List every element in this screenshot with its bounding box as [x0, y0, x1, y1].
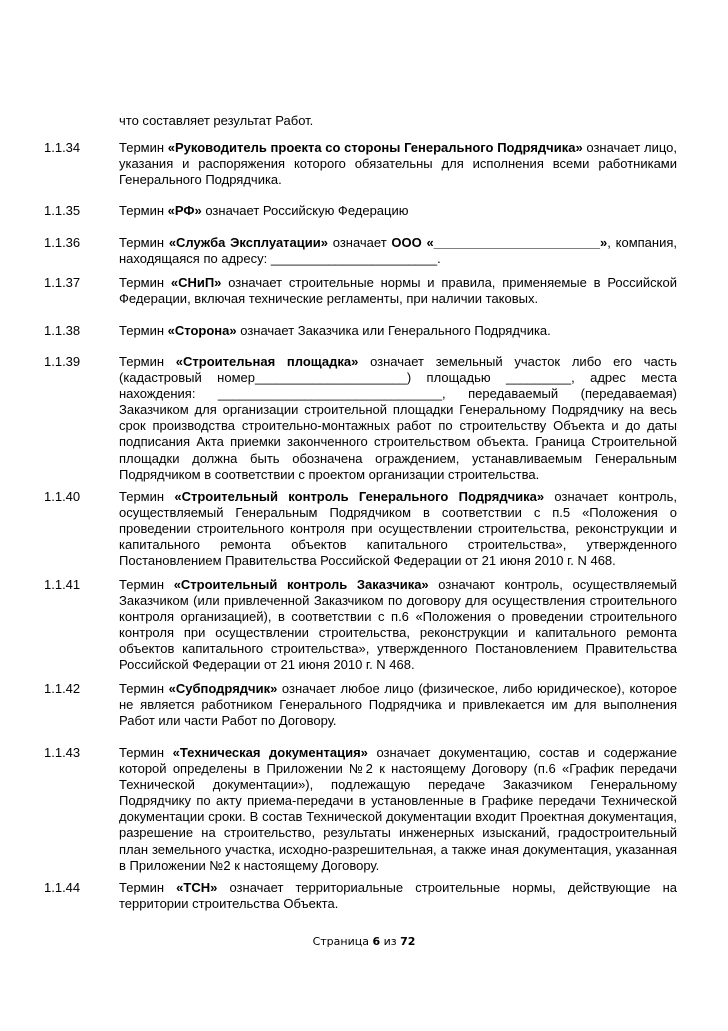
- clause-text-segment: Термин: [119, 489, 175, 504]
- clause-number: 1.1.40: [44, 489, 81, 504]
- defined-term: «Техническая документация»: [172, 745, 368, 760]
- defined-term: «Строительный контроль Генерального Подрядчика»: [174, 489, 545, 504]
- defined-term: «Строительный контроль Заказчика»: [173, 577, 429, 592]
- clause-text: [119, 354, 677, 483]
- clause-text-segment: Термин: [119, 323, 168, 338]
- clause-text-segment: Термин: [119, 354, 176, 369]
- defined-term: «Служба Эксплуатации»: [168, 235, 328, 250]
- clause-text-segment: означает Заказчика или Генерального Подрядчика.: [236, 323, 551, 338]
- footer-middle: из: [380, 935, 401, 948]
- clause-text-segment: означает: [327, 235, 392, 250]
- clause-text-segment: Термин: [119, 140, 168, 155]
- clause-number: 1.1.42: [44, 681, 81, 696]
- clause-number: 1.1.39: [44, 354, 81, 369]
- clause-text: [119, 140, 677, 188]
- defined-term: «СНиП»: [170, 275, 222, 290]
- defined-term: «Субподрядчик»: [168, 681, 278, 696]
- clause-text-segment: Термин: [119, 880, 177, 895]
- clause-text: [119, 880, 677, 912]
- clause-text-segment: означает территориальные строительные нормы, действующие на территории строительства Объекта.: [119, 880, 677, 912]
- clause-text-segment: означают контроль, осуществляемый Заказчиком (или привлеченной Заказчиком по договору для осуществления строительного контроля организацией), в соответствии с п.6 «Положения о проведении строительного контроля при осуществлении строительства, реконструкции и капитального ремонта объектов капитального строительства», утвержденного Постановлением Правительства Российской Федерации от 21 июня 2010 г. N 468.: [119, 577, 677, 673]
- defined-term: «Сторона»: [167, 323, 237, 338]
- footer-prefix: Страница: [312, 935, 373, 948]
- clause-text: [119, 203, 677, 219]
- clause-number: 1.1.41: [44, 577, 81, 592]
- footer-current-page: 6: [372, 935, 381, 948]
- clause-text-segment: означает документацию, состав и содержание которой определены в Приложении №2 к настоящему Договору (п.6 «График передачи Технической документации»), подлежащую передаче Заказчиком Генеральному Подрядчику по акту приема-передачи в установленные в Графике передачи Технической документации сроки. В состав Технической документации входит Проектная документация, разрешение на строительство, результаты инженерных изысканий, градостроительный план земельного участка, исходно-разрешительная, а также иная документация, указанная в Приложении №2 к настоящему Договору.: [119, 745, 677, 873]
- page-footer: [0, 935, 728, 948]
- clause-text: [119, 235, 677, 267]
- clause-number: 1.1.43: [44, 745, 81, 760]
- clause-text: [119, 745, 677, 874]
- clause-text: [119, 681, 677, 729]
- clause-text-segment: означает лицо, указания и распоряжения которого обязательны для исполнения всеми работниками Генерального Подрядчика.: [119, 140, 677, 188]
- defined-term: «РФ»: [167, 203, 202, 218]
- clause-text-segment: Термин: [119, 203, 168, 218]
- clause-text-segment: означает Российскую Федерацию: [201, 203, 409, 218]
- defined-term: «Строительная площадка»: [175, 354, 359, 369]
- clause-text-segment: Термин: [119, 681, 169, 696]
- intro-text: что составляет результат Работ.: [119, 113, 314, 128]
- clause-text: [119, 489, 677, 569]
- clause-text-segment: означает любое лицо (физическое, либо юридическое), которое не является работником Генерального Подрядчика и привлекается им для выполнения Работ или части Работ по Договору.: [119, 681, 677, 729]
- clause-number: 1.1.36: [44, 235, 81, 250]
- footer-total-pages: 72: [400, 935, 416, 948]
- clause-number: 1.1.34: [44, 140, 81, 155]
- clause-text-segment: означает земельный участок либо его часть (кадастровый номер_____________________) площадью _________, адрес места нахождения: _______________________________, передаваемый (передаваемая) Заказчиком для организации строительной площадки Генеральному Подрядчику на весь срок производства строительно-монтажных работ по строительству Объекта и до даты подписания Акта приемки законченного строительством объекта. Граница Строительной площадки должна быть обозначена ограждением, устанавливаемым Генеральным Подрядчиком в соответствии с проектом организации строительства.: [119, 354, 677, 482]
- clause-number: 1.1.44: [44, 880, 81, 895]
- clause-text-segment: означает контроль, осуществляемый Генеральным Подрядчиком в соответствии с п.5 «Положения о проведении строительного контроля при осуществлении строительства, реконструкции и капитального ремонта объектов капитального строительства», утвержденного Постановлением Правительства Российской Федерации от 21 июня 2010 г. N 468.: [119, 489, 677, 569]
- clause-text-segment: Термин: [119, 745, 173, 760]
- clause-text: [119, 323, 677, 339]
- clause-number: 1.1.38: [44, 323, 81, 338]
- defined-term: «ТСН»: [176, 880, 218, 895]
- defined-term: ООО «_______________________»: [391, 235, 608, 250]
- clause-text: [119, 577, 677, 674]
- clause-text-segment: Термин: [119, 235, 169, 250]
- clause-text-segment: означает строительные нормы и правила, применяемые в Российской Федерации, включая технические регламенты, при наличии таковых.: [119, 275, 678, 307]
- clause-text-segment: Термин: [119, 275, 171, 290]
- defined-term: «Руководитель проекта со стороны Генерального Подрядчика»: [167, 140, 583, 155]
- clause-text-segment: Термин: [119, 577, 174, 592]
- clause-number: 1.1.35: [44, 203, 81, 218]
- clause-text: [119, 275, 677, 307]
- clause-number: 1.1.37: [44, 275, 81, 290]
- clause-text-segment: , компания, находящаяся по адресу: _______________________.: [119, 235, 677, 267]
